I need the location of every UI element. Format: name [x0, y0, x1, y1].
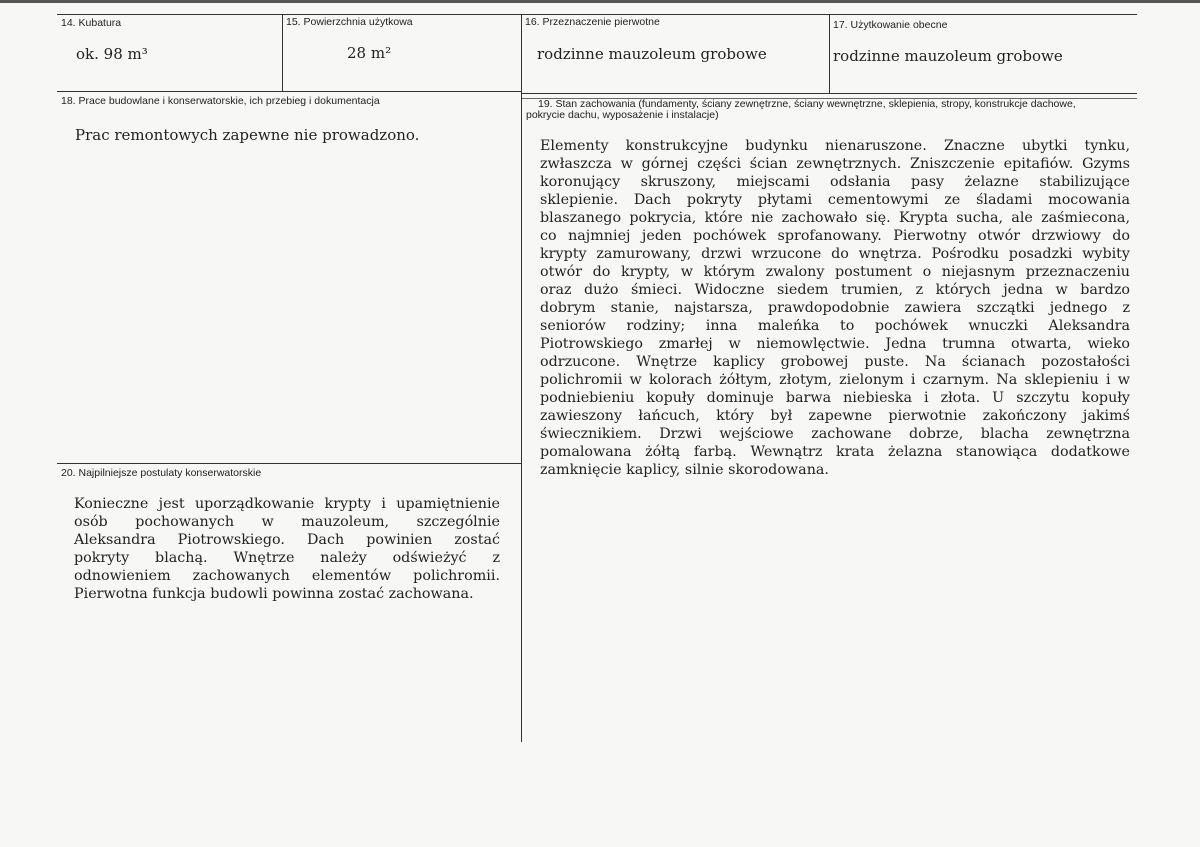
- text-line: koronujący skruszony, miejscami odsłania pasy żelazne stabilizujące: [540, 174, 1130, 190]
- text-line: Aleksandra Piotrowskiego. Dach powinien zostać: [74, 532, 500, 548]
- text-line: pomalowana żółtą farbą. Wewnątrz krata żelazna stanowiąca dodatkowe: [540, 444, 1130, 460]
- field-16-label: 16. Przeznaczenie pierwotne: [525, 16, 660, 28]
- field-17-label: 17. Użytkowanie obecne: [833, 19, 948, 31]
- text-line: podniebieniu kopuły dominuje barwa niebieska i złota. U szczytu kopuły: [540, 390, 1130, 406]
- field-18-label: 18. Prace budowlane i konserwatorskie, ich przebieg i dokumentacja: [61, 95, 380, 107]
- text-line: zawieszony łańcuch, który był zapewne pierwotnie zakończony jakimś: [540, 408, 1130, 424]
- text-line: Konieczne jest uporządkowanie krypty i upamiętnienie: [74, 496, 500, 512]
- field-15-value: 28 m²: [347, 44, 392, 62]
- text-line: dobrym stanie, najstarsza, prawdopodobnie zawiera szczątki jednego z: [540, 300, 1130, 316]
- field-19-label-line2: pokrycie dachu, wyposażenie i instalacje): [526, 109, 719, 121]
- text-line: Elementy konstrukcyjne budynku nienaruszone. Znaczne ubytki tynku,: [540, 138, 1130, 154]
- text-line: co najmniej jeden pochówek sprofanowany. Pierwotny otwór drzwiowy do: [540, 228, 1130, 244]
- text-line: otwór do krypty, w którym zwalony postument o niejasnym przeznaczeniu: [540, 264, 1130, 280]
- field-20-text: [74, 495, 500, 603]
- text-line: zamknięcie kaplicy, silnie skorodowana.: [540, 462, 829, 478]
- row1-bottom-border-left: [57, 91, 522, 92]
- field-17-value: rodzinne mauzoleum grobowe: [833, 47, 1063, 65]
- field-14-value: ok. 98 m³: [76, 45, 148, 63]
- text-line: pokryty blachą. Wnętrze należy odświeżyć z: [74, 550, 500, 566]
- text-line: polichromii w kolorach żółtym, złotym, zielonym i czarnym. Na sklepieniu i w: [540, 372, 1130, 388]
- field-19-label-line1: 19. Stan zachowania (fundamenty, ściany zewnętrzne, ściany wewnętrzne, sklepienia, stropy, konstrukcje dachowe,: [538, 98, 1076, 110]
- divider-center: [521, 14, 522, 742]
- field-19-text: [540, 137, 1130, 479]
- text-line: seniorów rodziny; inna maleńka to pochówek wnuczki Aleksandra: [540, 318, 1130, 334]
- text-line: odrzucone. Wnętrze kaplicy grobowej puste. Na ścianach pozostałości: [540, 354, 1130, 370]
- divider-16-17: [829, 14, 830, 93]
- text-line: blaszanego pokrycia, które nie zachowało się. Krypta sucha, ale zaśmiecona,: [540, 210, 1130, 226]
- text-line: Piotrowskiego zmarłej w niemowlęctwie. Jedna trumna otwarta, wieko: [540, 336, 1130, 352]
- text-line: oraz dużo śmieci. Widoczne siedem trumien, z których jedna w bardzo: [540, 282, 1130, 298]
- field-14-label: 14. Kubatura: [61, 17, 122, 29]
- text-line: odnowieniem zachowanych elementów polichromii.: [74, 568, 500, 584]
- section20-top-border: [57, 463, 522, 464]
- scan-edge: [0, 0, 1200, 3]
- text-line: krypty zamurowany, drzwi wrzucone do wnętrza. Pośrodku posadzki wybity: [540, 246, 1130, 262]
- field-16-value: rodzinne mauzoleum grobowe: [537, 45, 767, 63]
- text-line: zwłaszcza w górnej części ścian zewnętrznych. Zniszczenie epitafiów. Gzyms: [540, 156, 1130, 172]
- text-line: świecznikiem. Drzwi wejściowe zachowane dobrze, blacha zewnętrzna: [540, 426, 1130, 442]
- field-15-label: 15. Powierzchnia użytkowa: [286, 16, 413, 28]
- row1-bottom-border-right: [522, 93, 1137, 94]
- text-line: osób pochowanych w mauzoleum, szczególnie: [74, 514, 500, 530]
- divider-14-15: [282, 14, 283, 91]
- text-line: sklepienie. Dach pokryty płytami cementowymi ze śladami mocowania: [540, 192, 1130, 208]
- field-20-label: 20. Najpilniejsze postulaty konserwatorskie: [61, 467, 262, 479]
- field-18-value: Prac remontowych zapewne nie prowadzono.: [75, 126, 420, 144]
- table-top-border: [57, 14, 1137, 15]
- text-line: Pierwotna funkcja budowli powinna zostać zachowana.: [74, 586, 474, 602]
